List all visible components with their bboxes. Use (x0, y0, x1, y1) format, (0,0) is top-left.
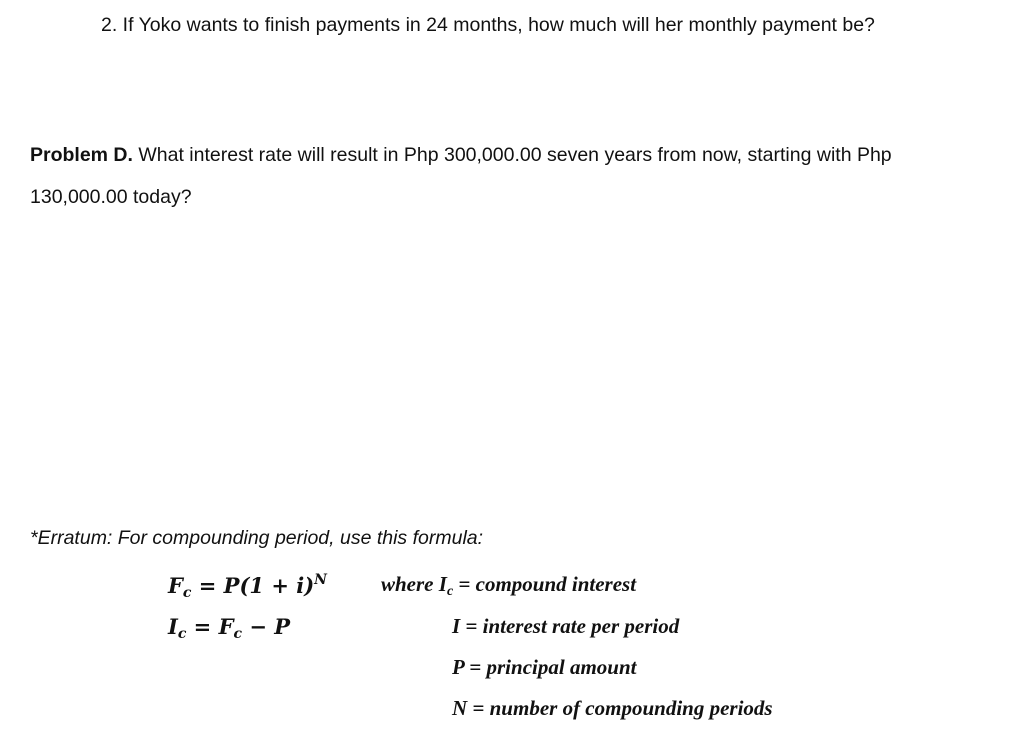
fc-sub: c (182, 585, 192, 601)
def-where-sub: c (446, 584, 454, 599)
fc-lhs: F (168, 573, 183, 598)
def-principal: P = principal amount (452, 655, 637, 679)
ic-lhs: I (168, 614, 178, 639)
ic-rhs-sub: c (233, 626, 243, 642)
erratum-title: *Erratum: For compounding period, use this formula: (30, 527, 484, 549)
fc-exp: N (314, 572, 327, 588)
def-where-rest: = compound interest (453, 572, 637, 596)
problem-d (30, 134, 990, 218)
ic-tail: − P (242, 614, 291, 639)
fc-eq: = P(1 + i) (191, 573, 315, 598)
problem-d-label: Problem D. (30, 144, 133, 166)
def-where: where I (381, 572, 447, 596)
def-compound-interest (381, 572, 636, 600)
problem-d-text: What interest rate will result in Php 300,000.00 seven years from now, starting with Php 130,000.00 today? (30, 144, 892, 208)
def-interest-rate: I = interest rate per period (452, 614, 680, 638)
question-2: 2. If Yoko wants to finish payments in 24 months, how much will her monthly payment be? (101, 14, 875, 36)
compound-interest-formula (168, 614, 290, 642)
ic-eq: = F (186, 614, 234, 639)
ic-sub: c (177, 626, 187, 642)
compound-future-formula (168, 572, 327, 601)
def-periods: N = number of compounding periods (452, 696, 773, 720)
